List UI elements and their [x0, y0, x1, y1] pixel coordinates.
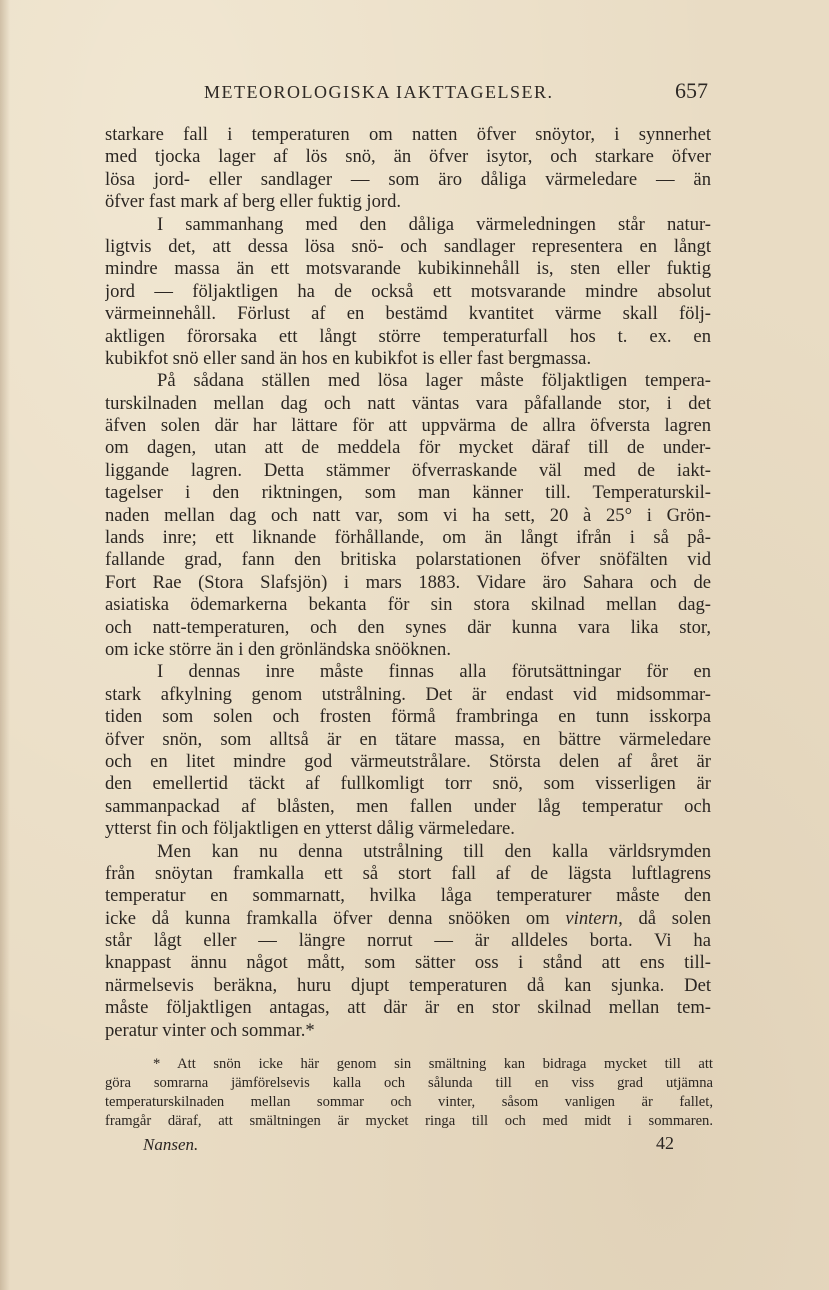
- running-head: [108, 78, 710, 108]
- page-number: 657: [675, 78, 708, 103]
- text-line: måste följaktligen antagas, att där är en stor skilnad mellan tem-: [105, 997, 711, 1019]
- text-line: turskilnaden mellan dag och natt väntas vara påfallande stor, i det: [105, 392, 711, 414]
- footnote-line: * Att snön icke här genom sin smältning kan bidraga mycket till att: [153, 1056, 713, 1072]
- text-line: naden mellan dag och natt var, som vi ha sett, 20 à 25° i Grön-: [105, 504, 711, 526]
- page-edge-shadow: [0, 0, 10, 1290]
- text-line: kubikfot snö eller sand än hos en kubikfot is eller fast bergmassa.: [105, 347, 592, 369]
- text-line: om icke större än i den grönländska snööknen.: [105, 638, 451, 660]
- footnote: [105, 1055, 713, 1131]
- sheet-number: 42: [656, 1133, 674, 1153]
- text-line: asiatiska ödemarkerna bekanta för sin stora skilnad mellan dag-: [105, 594, 711, 616]
- text-line: liggande lagren. Detta stämmer öfverraskande väl med de iakt-: [105, 459, 711, 481]
- text-line: tagelser i den riktningen, som man känner till. Temperaturskil-: [105, 482, 711, 504]
- footnote-line: framgår däraf, att smältningen är mycket ringa till och med midt i sommaren.: [105, 1113, 713, 1129]
- text-line: från snöytan framkalla ett så stort fall af de lägsta luftlagrens: [105, 862, 711, 884]
- text-line: fallande grad, fann den britiska polarstationen öfver snöfälten vid: [105, 549, 711, 571]
- text-line: peratur vinter och sommar.*: [105, 1019, 315, 1041]
- text-line: temperatur en sommarnatt, hvilka låga temperaturer måste den: [105, 885, 711, 907]
- text-line: tiden som solen och frosten förmå frambringa en tunn isskorpa: [105, 706, 711, 728]
- text-line: öfver snön, som alltså är en tätare massa, en bättre värmeledare: [105, 728, 711, 750]
- text-line: mindre massa än ett motsvarande kubikinnehåll is, sten eller fuktig: [105, 258, 711, 280]
- italic-word: vintern,: [565, 907, 623, 929]
- text-line: om dagen, utan att de meddela för mycket däraf till de under-: [105, 437, 711, 459]
- text-line: knappast ännu något mått, som sätter oss i stånd att ens till-: [105, 952, 711, 974]
- body-text: [105, 124, 711, 1042]
- text-line-end: då solen: [638, 907, 711, 929]
- text-line: starkare fall i temperaturen om natten öfver snöytor, i synnerhet: [105, 124, 711, 145]
- text-line: aktligen förorsaka ett långt större temperaturfall hos t. ex. en: [105, 325, 711, 347]
- text-line: och en litet mindre god värmeutstrålare. Största delen af året är: [105, 750, 711, 772]
- footnote-line: göra somrarna jämförelsevis kalla och sålunda till en viss grad utjämna: [105, 1075, 713, 1091]
- text-line: sammanpackad af blåsten, men fallen under låg temperatur och: [105, 795, 711, 817]
- text-line: och natt-temperaturen, och den synes där kunna vara lika stor,: [105, 616, 711, 638]
- text-line: den emellertid täckt af fullkomligt torr snö, som visserligen är: [105, 773, 711, 795]
- text-line: ytterst fin och följaktligen en ytterst dålig värmeledare.: [105, 818, 515, 840]
- paragraph-start-line: I dennas inre måste finnas alla förutsättningar för en: [157, 661, 711, 683]
- text-line: ligtvis det, att dessa lösa snö- och sandlager representera en långt: [105, 235, 711, 257]
- text-line: närmelsevis beräkna, huru djupt temperaturen då kan sjunka. Det: [105, 974, 711, 996]
- running-title: METEOROLOGISKA IAKTTAGELSER.: [204, 82, 554, 102]
- text-line: Fort Rae (Stora Slafsjön) i mars 1883. Vidare äro Sahara och de: [105, 571, 711, 593]
- text-line: stark afkylning genom utstrålning. Det är endast vid midsommar-: [105, 683, 711, 705]
- text-line: med tjocka lager af lös snö, än öfver isytor, och starkare öfver: [105, 146, 711, 168]
- text-line: öfver fast mark af berg eller fuktig jord.: [105, 191, 402, 213]
- footnote-line: temperaturskilnaden mellan sommar och vinter, såsom vanligen är fallet,: [105, 1094, 713, 1110]
- text-line: äfven solen där har lättare för att uppvärma de allra öfversta lagren: [105, 415, 711, 437]
- text-line: värmeinnehåll. Förlust af en bestämd kvantitet värme skall följ-: [105, 303, 711, 325]
- printer-signature: Nansen.: [143, 1135, 199, 1154]
- text-line: lands inre; ett liknande förhållande, om än långt ifrån i så på-: [105, 527, 711, 549]
- paragraph-start-line: På sådana ställen med lösa lager måste följaktligen tempera-: [157, 370, 711, 392]
- text-line-start: icke då kunna framkalla öfver denna snööken om: [105, 907, 550, 929]
- text-line: lösa jord- eller sandlager — som äro dåliga värmeledare — än: [105, 168, 711, 190]
- text-line: jord — följaktligen ha de också ett motsvarande mindre absolut: [105, 280, 711, 302]
- text-line: står lågt eller — längre norrut — är alldeles borta. Vi ha: [105, 930, 711, 952]
- paragraph-start-line: I sammanhang med den dåliga värmeledningen står natur-: [157, 213, 711, 235]
- text-line-with-italic: [105, 908, 711, 930]
- paragraph-start-line: Men kan nu denna utstrålning till den kalla världsrymden: [157, 840, 711, 862]
